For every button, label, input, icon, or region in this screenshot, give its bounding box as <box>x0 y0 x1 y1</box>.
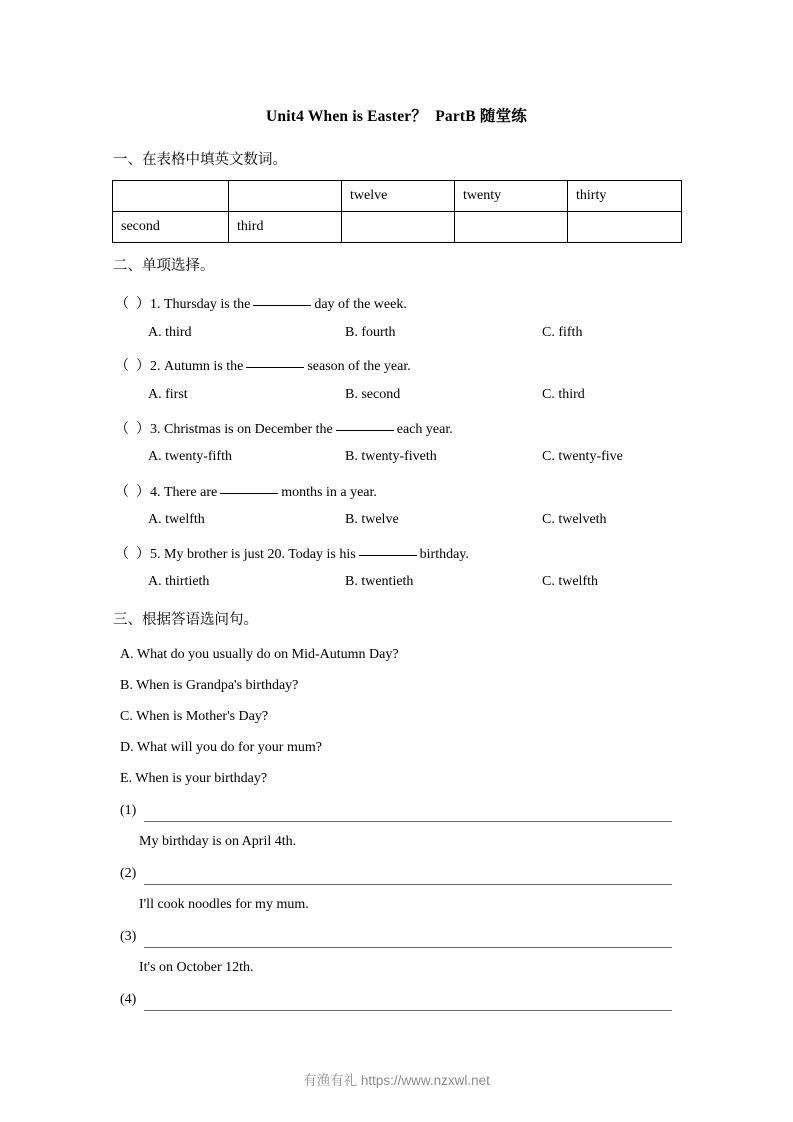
question-choice-c[interactable]: C. When is Mother's Day? <box>120 709 269 724</box>
question-5-text <box>115 543 469 563</box>
answer-row-3 <box>120 929 672 949</box>
question-2-option-a[interactable]: A. first <box>148 387 188 402</box>
answer-blank-3[interactable] <box>144 947 672 948</box>
table-cell[interactable] <box>342 212 455 243</box>
question-choice-e[interactable]: E. When is your birthday? <box>120 771 268 786</box>
answer-label-4: (4) <box>120 992 137 1007</box>
question-3-option-b[interactable]: B. twenty-fiveth <box>345 449 437 464</box>
answer-response-2: I'll cook noodles for my mum. <box>139 897 309 912</box>
question-5-blank[interactable] <box>359 555 417 556</box>
question-2-suffix: season of the year. <box>307 359 411 374</box>
answer-blank-2[interactable] <box>144 884 672 885</box>
question-1-options <box>148 325 693 345</box>
answer-blank-1[interactable] <box>144 821 672 822</box>
answer-row-1 <box>120 803 672 823</box>
table-cell[interactable]: thirty <box>568 181 682 212</box>
answer-label-1: (1) <box>120 803 137 818</box>
question-2-option-b[interactable]: B. second <box>345 387 401 402</box>
question-1-prefix: （ ）1. Thursday is the <box>115 297 251 312</box>
question-2-blank[interactable] <box>246 367 304 368</box>
question-3-text <box>115 418 453 438</box>
table-row <box>113 212 682 243</box>
table-cell[interactable] <box>455 212 568 243</box>
question-4-blank[interactable] <box>220 493 278 494</box>
answer-row-4 <box>120 992 672 1012</box>
question-5-options <box>148 574 693 594</box>
answer-blank-4[interactable] <box>144 1010 672 1011</box>
question-choice-d[interactable]: D. What will you do for your mum? <box>120 740 322 755</box>
question-4-text <box>115 481 377 501</box>
question-4-prefix: （ ）4. There are <box>115 485 218 500</box>
question-1-option-c[interactable]: C. fifth <box>542 325 583 340</box>
question-2-options <box>148 387 693 407</box>
table-cell[interactable]: twelve <box>342 181 455 212</box>
question-5-suffix: birthday. <box>419 547 469 562</box>
question-1-blank[interactable] <box>253 305 311 306</box>
answer-label-2: (2) <box>120 866 137 881</box>
question-1-option-a[interactable]: A. third <box>148 325 192 340</box>
table-cell[interactable] <box>568 212 682 243</box>
question-4-suffix: months in a year. <box>281 485 377 500</box>
table-cell[interactable]: twenty <box>455 181 568 212</box>
question-2-text <box>115 355 411 375</box>
question-3-option-c[interactable]: C. twenty-five <box>542 449 623 464</box>
question-1-option-b[interactable]: B. fourth <box>345 325 396 340</box>
table-cell[interactable] <box>113 181 229 212</box>
question-5-option-c[interactable]: C. twelfth <box>542 574 598 589</box>
question-4-option-b[interactable]: B. twelve <box>345 512 399 527</box>
question-2-option-c[interactable]: C. third <box>542 387 585 402</box>
page-title: Unit4 When is Easter？ PartB 随堂练 <box>266 108 527 125</box>
number-words-table <box>112 180 682 243</box>
question-4-option-c[interactable]: C. twelveth <box>542 512 607 527</box>
answer-response-3: It's on October 12th. <box>139 960 254 975</box>
question-2-prefix: （ ）2. Autumn is the <box>115 359 244 374</box>
question-4-options <box>148 512 693 532</box>
table-row <box>113 181 682 212</box>
question-3-suffix: each year. <box>396 422 453 437</box>
question-4-option-a[interactable]: A. twelfth <box>148 512 205 527</box>
table-cell[interactable]: third <box>229 212 342 243</box>
table-cell[interactable] <box>229 181 342 212</box>
question-5-option-b[interactable]: B. twentieth <box>345 574 414 589</box>
question-5-option-a[interactable]: A. thirtieth <box>148 574 210 589</box>
question-3-option-a[interactable]: A. twenty-fifth <box>148 449 232 464</box>
table-cell[interactable]: second <box>113 212 229 243</box>
answer-row-2 <box>120 866 672 886</box>
answer-label-3: (3) <box>120 929 137 944</box>
question-3-options <box>148 449 693 469</box>
question-5-prefix: （ ）5. My brother is just 20. Today is his <box>115 547 356 562</box>
question-3-prefix: （ ）3. Christmas is on December the <box>115 422 333 437</box>
section-2-heading: 二、单项选择。 <box>113 258 215 274</box>
answer-response-1: My birthday is on April 4th. <box>139 834 297 849</box>
question-1-text <box>115 293 407 313</box>
question-choice-b[interactable]: B. When is Grandpa's birthday? <box>120 678 299 693</box>
section-1-heading: 一、在表格中填英文数词。 <box>113 152 287 168</box>
question-1-suffix: day of the week. <box>314 297 407 312</box>
section-3-heading: 三、根据答语选问句。 <box>113 612 258 628</box>
footer-watermark: 有渔有礼 https://www.nzxwl.net <box>303 1073 490 1088</box>
question-choice-a[interactable]: A. What do you usually do on Mid-Autumn Day? <box>120 647 399 662</box>
question-3-blank[interactable] <box>336 430 394 431</box>
